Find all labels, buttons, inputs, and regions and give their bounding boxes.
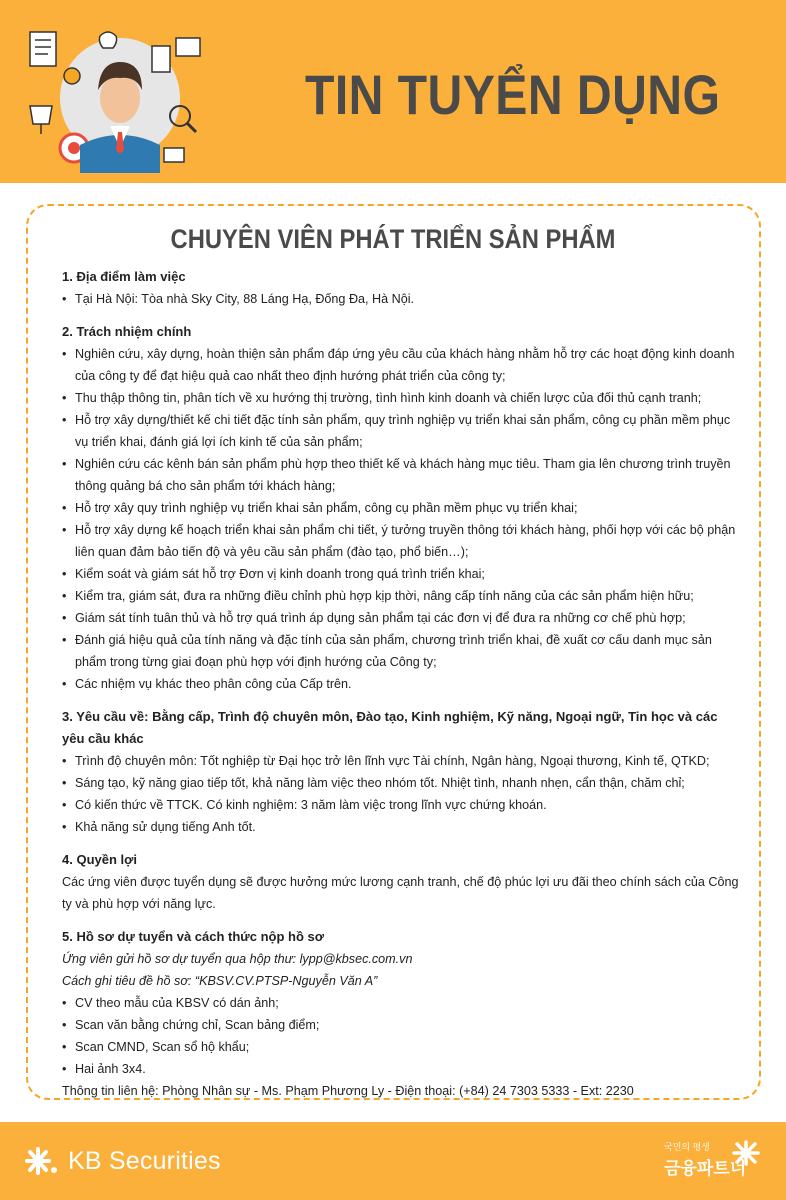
list-item: • Kiểm tra, giám sát, đưa ra những điều chỉnh phù hợp kịp thời, nâng cấp tính năng của các sản phẩm hiện hữu; bbox=[62, 585, 742, 607]
email-instruction: Ứng viên gửi hồ sơ dự tuyển qua hộp thư: lypp@kbsec.com.vn bbox=[62, 952, 413, 966]
list-item: • Có kiến thức về TTCK. Có kinh nghiệm: 3 năm làm việc trong lĩnh vực chứng khoán. bbox=[62, 794, 742, 816]
list-item: • Nghiên cứu, xây dựng, hoàn thiện sản phẩm đáp ứng yêu cầu của khách hàng nhằm hỗ trợ các hoạt động kinh doanh của công ty để đạt hiệu quả cao nhất theo định hướng phát triển của công ty; bbox=[62, 343, 742, 387]
page-banner-title: TIN TUYỂN DỤNG bbox=[305, 63, 721, 126]
list-item: • Hỗ trợ xây quy trình nghiệp vụ triển khai sản phẩm, công cụ phần mềm phục vụ triển khai; bbox=[62, 497, 742, 519]
section-application bbox=[62, 926, 742, 1102]
person-illustration bbox=[28, 28, 208, 173]
section-heading: 4. Quyền lợi bbox=[62, 852, 137, 867]
section-benefits bbox=[62, 849, 742, 915]
section-duties bbox=[62, 321, 742, 695]
list-item: • Sáng tạo, kỹ năng giao tiếp tốt, khả năng làm việc theo nhóm tốt. Nhiệt tình, nhanh nhẹn, cẩn thận, chăm chỉ; bbox=[62, 772, 742, 794]
benefits-text: Các ứng viên được tuyển dụng sẽ được hưởng mức lương cạnh tranh, chế độ phúc lợi ưu đãi theo chính sách của Công ty và phù hợp với năng lực. bbox=[62, 875, 739, 911]
bullet-list bbox=[62, 992, 742, 1080]
list-item: • CV theo mẫu của KBSV có dán ảnh; bbox=[62, 992, 742, 1014]
list-item: • Giám sát tính tuân thủ và hỗ trợ quá trình áp dụng sản phẩm tại các đơn vị để đưa ra những cơ chế phù hợp; bbox=[62, 607, 742, 629]
list-item: • Hỗ trợ xây dựng/thiết kế chi tiết đặc tính sản phẩm, quy trình nghiệp vụ triển khai sản phẩm, công cụ phần mềm phục vụ triển khai, đánh giá lợi ích kinh tế của sản phẩm; bbox=[62, 409, 742, 453]
list-item: • Hỗ trợ xây dựng kế hoạch triển khai sản phẩm chi tiết, ý tưởng truyền thông tới khách hàng, phối hợp với các bộ phận liên quan đảm bảo tiến độ và yêu cầu sản phẩm (đào tạo, phổ biến…); bbox=[62, 519, 742, 563]
subject-instruction: Cách ghi tiêu đề hồ sơ: “KBSV.CV.PTSP-Nguyễn Văn A” bbox=[62, 974, 378, 988]
job-title: CHUYÊN VIÊN PHÁT TRIỂN SẢN PHẨM bbox=[170, 224, 616, 254]
list-item: • Các nhiệm vụ khác theo phân công của Cấp trên. bbox=[62, 673, 742, 695]
contact-info: Thông tin liên hệ: Phòng Nhân sự - Ms. Phạm Phương Ly - Điện thoại: (+84) 24 7303 5333 - Ext: 2230 bbox=[62, 1084, 634, 1098]
section-heading: 2. Trách nhiệm chính bbox=[62, 324, 192, 339]
slogan-small: 국민의 평생 bbox=[664, 1142, 710, 1152]
section-heading: 3. Yêu cầu về: Bằng cấp, Trình độ chuyên môn, Đào tạo, Kinh nghiệm, Kỹ năng, Ngoại ngữ, Tin học và các yêu cầu khác bbox=[62, 709, 718, 746]
list-item: • Khả năng sử dụng tiếng Anh tốt. bbox=[62, 816, 742, 838]
list-item: • Thu thập thông tin, phân tích về xu hướng thị trường, tình hình kinh doanh và chiến lược của đối thủ cạnh tranh; bbox=[62, 387, 742, 409]
list-item: • Nghiên cứu các kênh bán sản phẩm phù hợp theo thiết kế và khách hàng mục tiêu. Tham gia lên chương trình truyền thông quảng bá cho sản phẩm tới khách hàng; bbox=[62, 453, 742, 497]
job-content bbox=[62, 266, 742, 1113]
partner-star-icon bbox=[728, 1138, 766, 1168]
kb-star-icon bbox=[24, 1146, 60, 1176]
slogan-big: 금융파트너 bbox=[664, 1159, 747, 1178]
bullet-list bbox=[62, 343, 742, 695]
list-item: • Scan văn bằng chứng chỉ, Scan bảng điểm; bbox=[62, 1014, 742, 1036]
kb-logo bbox=[24, 1146, 221, 1176]
list-item: • Hai ảnh 3x4. bbox=[62, 1058, 742, 1080]
section-heading: 5. Hồ sơ dự tuyển và cách thức nộp hồ sơ bbox=[62, 929, 324, 944]
list-item: • Kiểm soát và giám sát hỗ trợ Đơn vị kinh doanh trong quá trình triển khai; bbox=[62, 563, 742, 585]
bullet-list bbox=[62, 750, 742, 838]
bullet-list bbox=[62, 288, 742, 310]
list-item: • Tại Hà Nội: Tòa nhà Sky City, 88 Láng Hạ, Đống Đa, Hà Nội. bbox=[62, 288, 742, 310]
section-requirements bbox=[62, 706, 742, 838]
list-item: • Scan CMND, Scan sổ hộ khẩu; bbox=[62, 1036, 742, 1058]
partner-slogan bbox=[664, 1136, 768, 1188]
section-location bbox=[62, 266, 742, 310]
brand-name: KB Securities bbox=[68, 1146, 221, 1175]
list-item: • Đánh giá hiệu quả của tính năng và đặc tính của sản phẩm, chương trình triển khai, đề xuất cơ cấu danh mục sản phẩm trong từng giai đoạn phù hợp với định hướng của Công ty; bbox=[62, 629, 742, 673]
section-heading: 1. Địa điểm làm việc bbox=[62, 269, 186, 284]
list-item: • Trình độ chuyên môn: Tốt nghiệp từ Đại học trở lên lĩnh vực Tài chính, Ngân hàng, Ngoại thương, Kinh tế, QTKD; bbox=[62, 750, 742, 772]
